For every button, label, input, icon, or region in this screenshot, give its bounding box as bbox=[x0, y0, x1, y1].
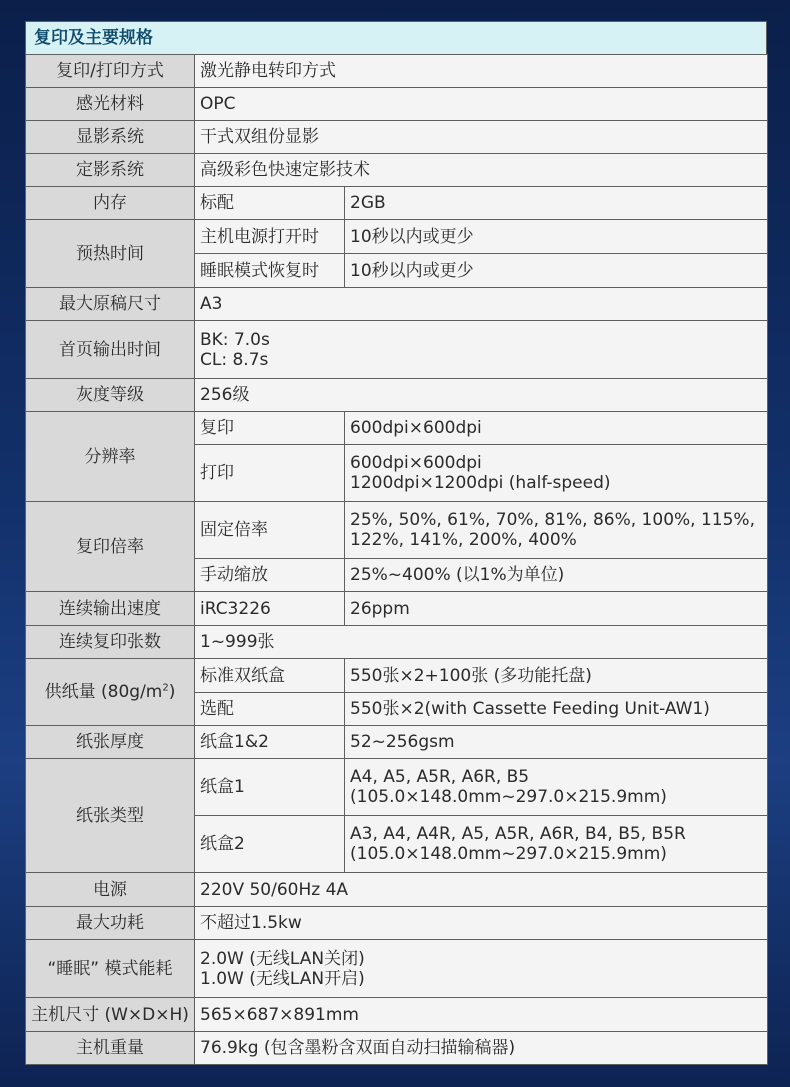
row-sublabel: 标配 bbox=[195, 187, 345, 220]
table-row bbox=[26, 726, 768, 759]
row-value: 25%~400% (以1%为单位) bbox=[345, 559, 768, 592]
table-row bbox=[26, 626, 768, 659]
row-sublabel: 固定倍率 bbox=[195, 502, 345, 559]
row-label: 纸张类型 bbox=[26, 759, 195, 873]
row-value: 激光静电转印方式 bbox=[195, 55, 768, 88]
table-row bbox=[26, 873, 768, 907]
row-value: A3 bbox=[195, 288, 768, 321]
value-line: 2.0W (无线LAN关闭) bbox=[200, 948, 365, 969]
row-value bbox=[195, 940, 768, 998]
row-value bbox=[345, 759, 768, 816]
table-row bbox=[26, 940, 768, 998]
row-sublabel: iRC3226 bbox=[195, 592, 345, 626]
table-row bbox=[26, 907, 768, 940]
row-value: 干式双组份显影 bbox=[195, 121, 768, 154]
row-label: 最大功耗 bbox=[26, 907, 195, 940]
row-label: 分辨率 bbox=[26, 412, 195, 502]
row-label: 连续输出速度 bbox=[26, 592, 195, 626]
row-sublabel: 纸盒2 bbox=[195, 816, 345, 873]
row-value: 26ppm bbox=[345, 592, 768, 626]
row-label: 定影系统 bbox=[26, 154, 195, 187]
row-value: 不超过1.5kw bbox=[195, 907, 768, 940]
section-title: 复印及主要规格 bbox=[25, 21, 767, 54]
row-value: 10秒以内或更少 bbox=[345, 220, 768, 254]
value-line: 1.0W (无线LAN开启) bbox=[200, 968, 365, 989]
row-value: 600dpi×600dpi bbox=[345, 412, 768, 445]
row-value: 550张×2+100张 (多功能托盘) bbox=[345, 659, 768, 693]
value-line: A3, A4, A4R, A5, A5R, A6R, B4, B5, B5R bbox=[350, 824, 686, 844]
spec-sheet bbox=[25, 21, 767, 1065]
value-line: 1200dpi×1200dpi (half-speed) bbox=[350, 473, 611, 493]
row-sublabel: 选配 bbox=[195, 693, 345, 726]
value-line: CL: 8.7s bbox=[200, 349, 269, 370]
row-label: 主机尺寸 (W×D×H) bbox=[26, 998, 195, 1032]
value-line: BK: 7.0s bbox=[200, 329, 270, 350]
row-value: 高级彩色快速定影技术 bbox=[195, 154, 768, 187]
row-value: 220V 50/60Hz 4A bbox=[195, 873, 768, 907]
spec-table bbox=[25, 54, 768, 1065]
row-label: 连续复印张数 bbox=[26, 626, 195, 659]
table-row bbox=[26, 759, 768, 816]
row-label: 最大原稿尺寸 bbox=[26, 288, 195, 321]
table-row bbox=[26, 121, 768, 154]
row-label: 电源 bbox=[26, 873, 195, 907]
row-value bbox=[345, 816, 768, 873]
value-line: 600dpi×600dpi bbox=[350, 453, 482, 473]
row-value: OPC bbox=[195, 88, 768, 121]
row-label: 灰度等级 bbox=[26, 379, 195, 412]
row-sublabel: 打印 bbox=[195, 445, 345, 502]
table-row bbox=[26, 412, 768, 445]
table-row bbox=[26, 55, 768, 88]
value-line: A4, A5, A5R, A6R, B5 bbox=[350, 767, 530, 787]
table-row bbox=[26, 592, 768, 626]
table-row bbox=[26, 502, 768, 559]
row-sublabel: 纸盒1 bbox=[195, 759, 345, 816]
value-line: 122%, 141%, 200%, 400% bbox=[350, 530, 577, 550]
row-value: 52~256gsm bbox=[345, 726, 768, 759]
row-value bbox=[345, 445, 768, 502]
row-label: 内存 bbox=[26, 187, 195, 220]
row-label: 纸张厚度 bbox=[26, 726, 195, 759]
value-line: (105.0×148.0mm~297.0×215.9mm) bbox=[350, 844, 667, 864]
row-value: 256级 bbox=[195, 379, 768, 412]
row-sublabel: 标准双纸盒 bbox=[195, 659, 345, 693]
table-row bbox=[26, 88, 768, 121]
row-value: 1~999张 bbox=[195, 626, 768, 659]
table-row bbox=[26, 659, 768, 693]
row-value bbox=[345, 502, 768, 559]
row-label bbox=[26, 659, 195, 726]
row-label: 预热时间 bbox=[26, 220, 195, 288]
row-value: 2GB bbox=[345, 187, 768, 220]
row-value bbox=[195, 321, 768, 379]
row-label: 复印/打印方式 bbox=[26, 55, 195, 88]
label-text-end: ) bbox=[168, 682, 176, 702]
table-row bbox=[26, 998, 768, 1032]
table-row bbox=[26, 154, 768, 187]
table-row bbox=[26, 288, 768, 321]
table-row bbox=[26, 1032, 768, 1065]
row-sublabel: 复印 bbox=[195, 412, 345, 445]
table-row bbox=[26, 187, 768, 220]
row-label: 主机重量 bbox=[26, 1032, 195, 1065]
row-sublabel: 主机电源打开时 bbox=[195, 220, 345, 254]
row-sublabel: 睡眠模式恢复时 bbox=[195, 254, 345, 288]
row-value: 76.9kg (包含墨粉含双面自动扫描输稿器) bbox=[195, 1032, 768, 1065]
table-row bbox=[26, 379, 768, 412]
row-label: 显影系统 bbox=[26, 121, 195, 154]
table-row bbox=[26, 321, 768, 379]
row-label: “睡眠” 模式能耗 bbox=[26, 940, 195, 998]
label-superscript: 2 bbox=[162, 682, 169, 694]
table-row bbox=[26, 220, 768, 254]
label-text: 供纸量 (80g/m bbox=[44, 682, 163, 702]
row-sublabel: 手动缩放 bbox=[195, 559, 345, 592]
row-value: 10秒以内或更少 bbox=[345, 254, 768, 288]
row-sublabel: 纸盒1&2 bbox=[195, 726, 345, 759]
row-label: 首页输出时间 bbox=[26, 321, 195, 379]
value-line: (105.0×148.0mm~297.0×215.9mm) bbox=[350, 787, 667, 807]
row-label: 复印倍率 bbox=[26, 502, 195, 592]
row-value: 565×687×891mm bbox=[195, 998, 768, 1032]
row-label: 感光材料 bbox=[26, 88, 195, 121]
value-line: 25%, 50%, 61%, 70%, 81%, 86%, 100%, 115%, bbox=[350, 510, 755, 530]
row-value: 550张×2(with Cassette Feeding Unit-AW1) bbox=[345, 693, 768, 726]
